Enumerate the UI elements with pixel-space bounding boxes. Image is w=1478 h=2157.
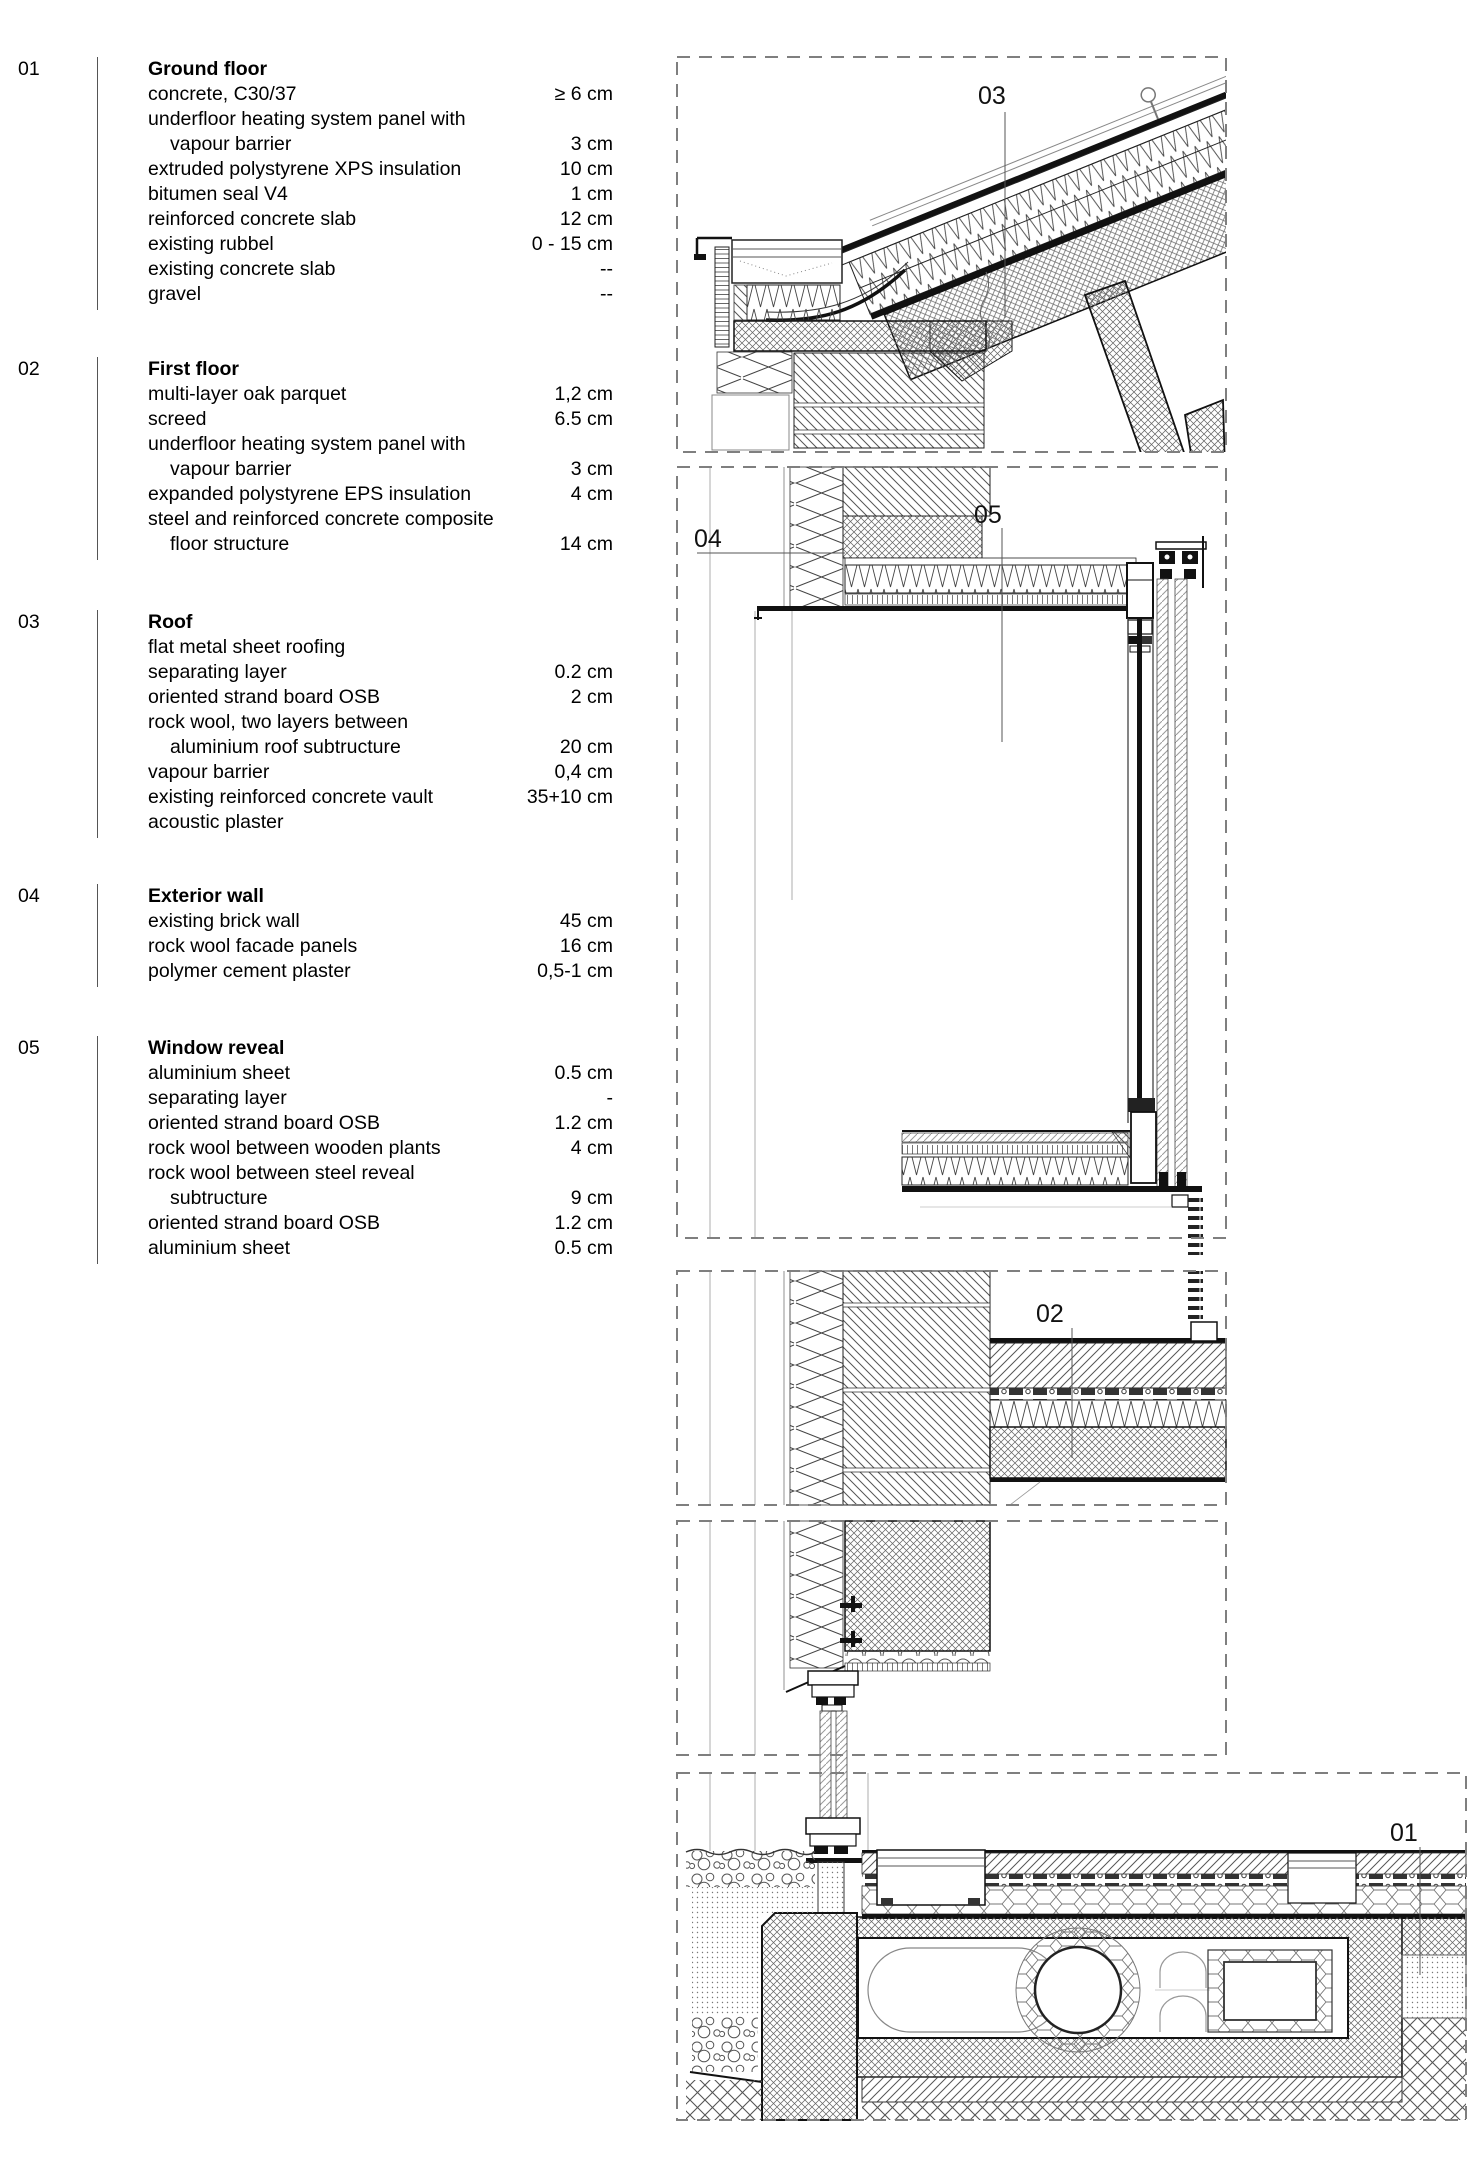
lean-concrete — [862, 2077, 1402, 2102]
layer-label: oriented strand board OSB — [148, 1112, 380, 1134]
layer-label: existing reinforced concrete vault — [148, 786, 434, 808]
layer-thickness: 0,5-1 cm — [537, 960, 613, 982]
legend-title: Exterior wall — [148, 885, 264, 907]
reveal-rock-wool — [845, 565, 1136, 593]
threshold-insulation — [818, 1862, 844, 1913]
layer-label: polymer cement plaster — [148, 960, 351, 982]
existing-ground — [692, 1887, 815, 1913]
pipe — [1035, 1947, 1121, 2033]
legend-title: Window reveal — [148, 1037, 285, 1059]
facade-insulation — [790, 1271, 843, 1505]
screed — [990, 1343, 1226, 1388]
layer-label: subtructure — [170, 1187, 268, 1209]
roller-guide — [1188, 1195, 1203, 1255]
layer-thickness: -- — [600, 258, 613, 280]
roller-guide — [1188, 1271, 1203, 1322]
heating-panel — [990, 1388, 1226, 1400]
brick-wall — [843, 467, 990, 516]
sealing-layer — [845, 1651, 990, 1663]
legend-title: First floor — [148, 358, 239, 380]
glazing-pane — [820, 1711, 831, 1818]
reveal-osb — [845, 558, 1136, 565]
layer-label: aluminium roof subtructure — [170, 736, 401, 758]
window-frame — [808, 1671, 858, 1711]
window-head-detail — [710, 467, 1206, 1255]
facade-insulation — [790, 1521, 843, 1668]
sash-bar — [1137, 618, 1142, 1098]
subsoil — [862, 2102, 1466, 2120]
layer-thickness: 2 cm — [570, 686, 613, 708]
legend-number: 04 — [18, 885, 40, 907]
legend-title: Ground floor — [148, 58, 268, 80]
layer-label: flat metal sheet roofing — [148, 636, 346, 658]
callout-05: 05 — [974, 501, 1002, 529]
parapet-masonry — [845, 1521, 990, 1651]
layer-label: rock wool between wooden plants — [148, 1137, 441, 1159]
layer-label: existing concrete slab — [148, 258, 336, 280]
layer-thickness: 20 cm — [559, 736, 613, 758]
layer-thickness: 1.2 cm — [554, 1212, 613, 1234]
sash-bottom-rail — [1128, 1098, 1155, 1112]
existing-ground — [692, 1913, 760, 2015]
layer-label: concrete, C30/37 — [148, 83, 297, 105]
layer-thickness: 0,4 cm — [554, 761, 613, 783]
layer-label: rock wool between steel reveal — [148, 1162, 415, 1184]
layer-thickness: 14 cm — [559, 533, 613, 555]
layer-label: aluminium sheet — [148, 1062, 290, 1084]
layer-label: screed — [148, 408, 207, 430]
composite-floor — [990, 1427, 1226, 1478]
legend-number: 05 — [18, 1037, 40, 1059]
layer-thickness: 35+10 cm — [526, 786, 613, 808]
reveal-board — [845, 1663, 990, 1671]
layer-label: bitumen seal V4 — [148, 183, 288, 205]
layer-thickness: 9 cm — [570, 1187, 613, 1209]
layer-thickness: 3 cm — [570, 458, 613, 480]
subsoil — [686, 2080, 762, 2120]
legend-number: 03 — [18, 611, 40, 633]
facade-insulation — [790, 467, 843, 607]
layer-label: vapour barrier — [170, 133, 292, 155]
gravel — [692, 2015, 758, 2072]
layer-label: extruded polystyrene XPS insulation — [148, 158, 462, 180]
vault-rib — [1085, 281, 1190, 484]
vault-horizontal-band — [734, 321, 986, 351]
vault-rib — [1185, 400, 1226, 512]
layer-label: acoustic plaster — [148, 811, 284, 833]
subsoil — [1402, 2018, 1466, 2102]
existing-slab — [1402, 1955, 1466, 2018]
roof-detail — [694, 0, 1478, 512]
eps-insulation — [990, 1400, 1226, 1427]
layer-thickness: 10 cm — [559, 158, 613, 180]
sill-rock-wool — [902, 1157, 1128, 1185]
glazing-pane — [836, 1711, 847, 1818]
layer-label: reinforced concrete slab — [148, 208, 357, 230]
layer-thickness: 1.2 cm — [554, 1112, 613, 1134]
glazing-pane — [1157, 579, 1168, 1188]
legend-number: 02 — [18, 358, 40, 380]
callout-02: 02 — [1036, 1300, 1064, 1328]
layer-thickness: 0 - 15 cm — [531, 233, 613, 255]
layer-thickness: 0.5 cm — [554, 1237, 613, 1259]
ground-floor-detail — [686, 1773, 1466, 2120]
floor-convector — [877, 1850, 985, 1905]
layer-label: rock wool, two layers between — [148, 711, 409, 733]
layer-thickness: 4 cm — [570, 1137, 613, 1159]
layer-thickness: 6.5 cm — [554, 408, 613, 430]
facade-insulation — [717, 352, 792, 393]
layer-thickness: -- — [600, 283, 613, 305]
layer-thickness: 1 cm — [570, 183, 613, 205]
floor-channel — [1288, 1853, 1356, 1903]
first-floor-detail — [710, 1271, 1226, 1505]
reveal-board — [845, 594, 1136, 605]
lintel — [843, 516, 982, 558]
layer-label: oriented strand board OSB — [148, 1212, 380, 1234]
layer-label: rock wool facade panels — [148, 935, 358, 957]
layer-thickness: 0.2 cm — [554, 661, 613, 683]
eave-insulation — [747, 285, 840, 320]
layer-label: expanded polystyrene EPS insulation — [148, 483, 472, 505]
layer-label: vapour barrier — [148, 761, 270, 783]
layer-thickness: - — [606, 1087, 613, 1109]
layer-label: existing brick wall — [148, 910, 300, 932]
layer-thickness: 0.5 cm — [554, 1062, 613, 1084]
gutter — [732, 240, 842, 283]
layer-label: underfloor heating system panel with — [148, 433, 466, 455]
layer-thickness: ≥ 6 cm — [554, 83, 613, 105]
glazing-pane — [1175, 579, 1187, 1188]
layer-thickness: 3 cm — [570, 133, 613, 155]
layer-label: existing rubbel — [148, 233, 274, 255]
legend-title: Roof — [148, 611, 193, 633]
layer-label: multi-layer oak parquet — [148, 383, 347, 405]
layer-thickness: 4 cm — [570, 483, 613, 505]
aluminium-sheet — [758, 606, 1136, 611]
layer-thickness: 12 cm — [559, 208, 613, 230]
layer-label: steel and reinforced concrete composite — [148, 508, 494, 530]
callout-04: 04 — [694, 525, 722, 553]
layer-label: vapour barrier — [170, 458, 292, 480]
layer-label: separating layer — [148, 661, 287, 683]
layer-label: separating layer — [148, 1087, 287, 1109]
layer-thickness: 16 cm — [559, 935, 613, 957]
layer-thickness: 1,2 cm — [554, 383, 613, 405]
legend-number: 01 — [18, 58, 40, 80]
layer-label: underfloor heating system panel with — [148, 108, 466, 130]
layer-label: gravel — [148, 283, 202, 305]
fascia — [715, 247, 729, 347]
layer-label: aluminium sheet — [148, 1237, 290, 1259]
callout-03: 03 — [978, 82, 1006, 110]
layer-label: oriented strand board OSB — [148, 686, 380, 708]
layer-label: floor structure — [170, 533, 290, 555]
gravel — [686, 1851, 815, 1887]
layer-thickness: 45 cm — [559, 910, 613, 932]
perimeter-insulation — [762, 1913, 857, 2120]
callout-01: 01 — [1390, 1819, 1418, 1847]
sill-plate — [902, 1186, 1202, 1192]
roller-end-box — [1191, 1322, 1217, 1341]
